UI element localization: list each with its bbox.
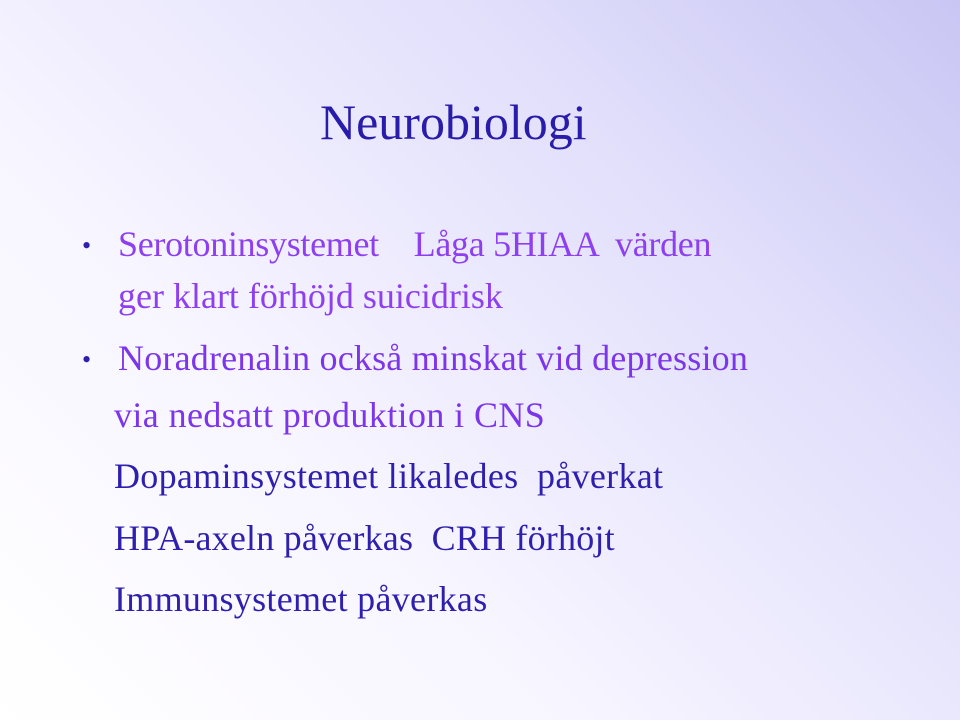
line-dopamin: Dopaminsystemet likaledes påverkat [114,456,664,496]
line-noradrenalin: Noradrenalin också minskat vid depression [118,338,749,378]
line-noradrenalin-cont: via nedsatt produktion i CNS [114,395,546,435]
bullet-icon: • [82,231,92,260]
slide-title: Neurobiologi [320,94,587,150]
bullet-icon: • [82,345,92,374]
line-serotonin-cont: ger klart förhöjd suicidrisk [118,276,503,316]
line-immun: Immunsystemet påverkas [114,579,488,619]
line-serotonin: Serotoninsystemet Låga 5HIAA värden [118,224,712,264]
line-hpa: HPA-axeln påverkas CRH förhöjt [114,518,615,558]
